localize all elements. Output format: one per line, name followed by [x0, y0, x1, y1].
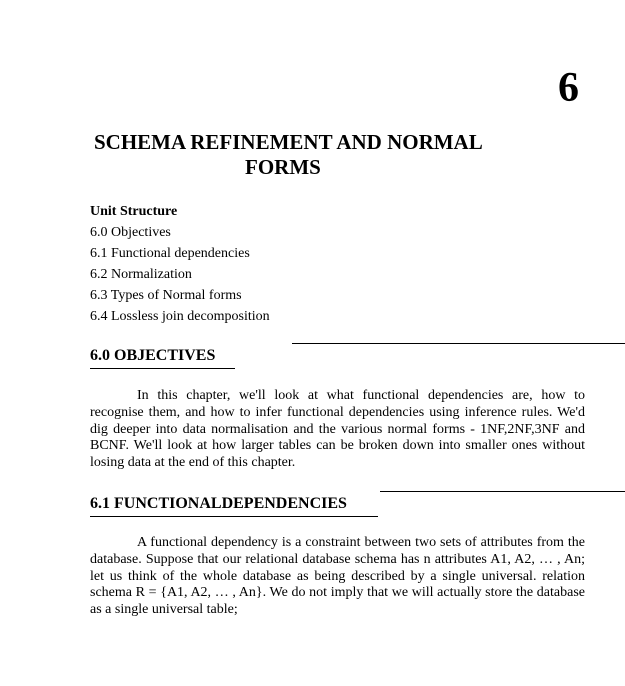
section-rule-bottom — [90, 368, 235, 369]
section-heading-functional-dependencies: 6.1 FUNCTIONALDEPENDENCIES — [90, 495, 347, 512]
section-rule-top — [380, 491, 625, 492]
unit-structure-item: 6.1 Functional dependencies — [90, 246, 250, 261]
unit-structure-item: 6.2 Normalization — [90, 267, 192, 282]
unit-structure-heading: Unit Structure — [90, 204, 178, 219]
section-paragraph-objectives: In this chapter, we'll look at what functional dependencies are, how to recognise them, and how to infer functional dependencies using inference rules. We'd dig deeper into data normalisation and the various normal forms - 1NF,2NF,3NF and BCNF. We'll look at how larger tables can be broken down into smaller ones without losing data at the end of this chapter. — [90, 388, 585, 471]
unit-structure — [90, 202, 270, 327]
chapter-title-line-2: FORMS — [245, 155, 321, 179]
section-rule-top — [292, 343, 625, 344]
section-paragraph-functional-dependencies: A functional dependency is a constraint between two sets of attributes from the database. Suppose that our relational database schema has n attributes A1, A2, … , An; let us think of the whole database as being described by a single universal. relation schema R = {A1, A2, … , An}. We do not imply that we will actually store the database as a single universal table; — [90, 535, 585, 618]
section-heading-objectives: 6.0 OBJECTIVES — [90, 347, 216, 364]
unit-structure-list — [90, 222, 270, 327]
chapter-title — [94, 130, 534, 180]
chapter-number: 6 — [558, 65, 579, 111]
section-rule-bottom — [90, 516, 378, 517]
unit-structure-item: 6.3 Types of Normal forms — [90, 288, 242, 303]
unit-structure-item: 6.4 Lossless join decomposition — [90, 309, 270, 324]
chapter-title-line-1: SCHEMA REFINEMENT AND NORMAL — [94, 130, 483, 154]
unit-structure-item: 6.0 Objectives — [90, 225, 171, 240]
